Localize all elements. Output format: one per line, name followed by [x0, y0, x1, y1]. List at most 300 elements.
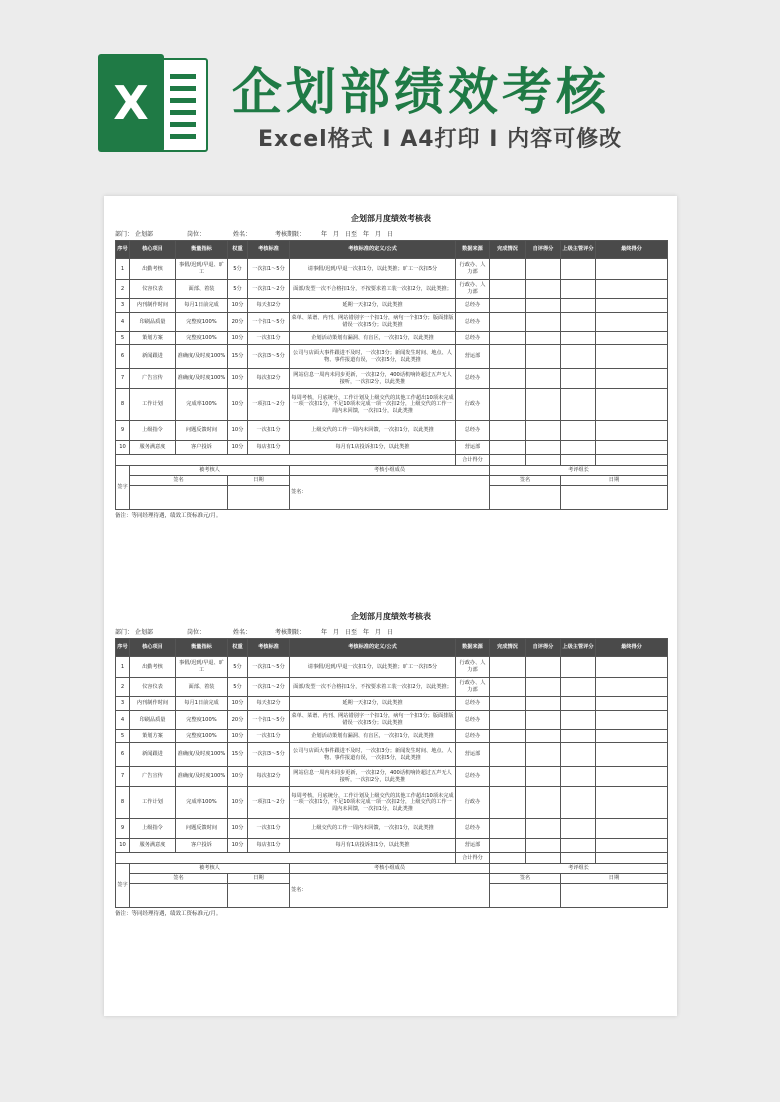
metric: 完整度100%: [176, 313, 228, 332]
column-header: 核心项目: [130, 241, 176, 259]
definition: 公司与店面大事件跟进不及时，一次扣3分；新闻发生时间、地点、人物、事件报道有误，一次扣5分，以此类推: [290, 345, 456, 369]
manager-score-cell[interactable]: [561, 839, 596, 853]
leader-date-field[interactable]: [561, 486, 668, 510]
final-score-cell[interactable]: [596, 280, 668, 299]
standard: 一次扣1分: [248, 730, 290, 743]
definition: 上级交代的工作一周内未回馈，一次扣1分，以此类推: [290, 421, 456, 441]
final-score-cell[interactable]: [596, 678, 668, 697]
self-score-cell[interactable]: [526, 787, 561, 819]
core-item: 广告宣传: [130, 369, 176, 389]
self-score-cell[interactable]: [526, 743, 561, 767]
dept-value: 企划部: [135, 231, 154, 238]
evaluation-sheet-1: [115, 211, 667, 522]
metric: 完成率100%: [176, 787, 228, 819]
weight: 10分: [228, 389, 248, 421]
definition: 每周考核，月底统分，工作计划及上级交代的其他工作超出10项未完成一项一次扣1分，不足10项未完成一项一次扣2分，上级交代的工作一周内未回馈，一次扣1分，以此类推: [290, 787, 456, 819]
manager-score-cell[interactable]: [561, 787, 596, 819]
leader-label: 考评组长: [490, 864, 668, 874]
total-cell[interactable]: [490, 455, 526, 466]
committee-sign-field[interactable]: 签名：: [290, 874, 490, 908]
data-source: 营运部: [456, 743, 490, 767]
manager-score-cell[interactable]: [561, 313, 596, 332]
final-score-cell[interactable]: [596, 767, 668, 787]
self-score-cell[interactable]: [526, 839, 561, 853]
manager-score-cell[interactable]: [561, 299, 596, 313]
data-source: 营运部: [456, 345, 490, 369]
final-score-cell[interactable]: [596, 421, 668, 441]
weight: 5分: [228, 657, 248, 678]
completion-cell[interactable]: [490, 697, 526, 711]
leader-date-field[interactable]: [561, 884, 668, 908]
column-header: 序号: [116, 241, 130, 259]
self-score-cell[interactable]: [526, 369, 561, 389]
manager-score-cell[interactable]: [561, 441, 596, 455]
metric: 完整度100%: [176, 332, 228, 345]
column-header: 数据来源: [456, 241, 490, 259]
completion-cell[interactable]: [490, 787, 526, 819]
row-number: 4: [116, 711, 130, 730]
self-score-cell[interactable]: [526, 389, 561, 421]
row-number: 2: [116, 678, 130, 697]
remark-note: 备注：等同经理待遇，绩效工资标准元/月。: [115, 911, 222, 917]
standard: 一次扣1～5分: [248, 259, 290, 280]
core-item: 策划方案: [130, 332, 176, 345]
data-source: 总经办: [456, 711, 490, 730]
self-score-cell[interactable]: [526, 345, 561, 369]
self-score-cell[interactable]: [526, 730, 561, 743]
definition: 企划活动策划有漏洞、有盲区，一次扣1分，以此类推: [290, 730, 456, 743]
self-score-cell[interactable]: [526, 678, 561, 697]
row-number: 8: [116, 389, 130, 421]
evaluation-sheet-2: [115, 609, 667, 920]
table-row: [116, 369, 668, 389]
self-score-cell[interactable]: [526, 819, 561, 839]
total-label: 合计得分: [456, 853, 490, 864]
table-row: [116, 657, 668, 678]
dept-label: 部门：: [115, 629, 134, 636]
table-row: [116, 697, 668, 711]
column-header: 衡量指标: [176, 639, 228, 657]
metric: 完成率100%: [176, 389, 228, 421]
data-source: 行政办: [456, 787, 490, 819]
excel-letter: X: [98, 54, 164, 152]
sign-subheader-row: [116, 874, 668, 884]
manager-score-cell[interactable]: [561, 697, 596, 711]
definition: 上级交代的工作一周内未回馈，一次扣1分，以此类推: [290, 819, 456, 839]
column-header: 上级主管评分: [561, 639, 596, 657]
table-row: [116, 313, 668, 332]
column-header: 最终得分: [596, 639, 668, 657]
standard: 一次扣1～2分: [248, 678, 290, 697]
evaluatee-date-field[interactable]: [228, 486, 290, 510]
manager-score-cell[interactable]: [561, 259, 596, 280]
final-score-cell[interactable]: [596, 299, 668, 313]
definition: 请事假/迟到/早退一次扣1分，以此类推；旷工一次扣5分: [290, 657, 456, 678]
weight: 10分: [228, 697, 248, 711]
final-score-cell[interactable]: [596, 697, 668, 711]
core-item: 仪容仪表: [130, 280, 176, 299]
manager-score-cell[interactable]: [561, 345, 596, 369]
core-item: 服务满意度: [130, 839, 176, 853]
row-number: 10: [116, 839, 130, 853]
table-row: [116, 421, 668, 441]
completion-cell[interactable]: [490, 839, 526, 853]
data-source: 行政办: [456, 389, 490, 421]
total-row: [116, 853, 668, 864]
row-number: 1: [116, 259, 130, 280]
weight: 10分: [228, 299, 248, 313]
committee-label: 考核小组成员: [290, 864, 490, 874]
evaluatee-date-label: 日期: [228, 874, 290, 884]
definition: 每周考核，月底统分，工作计划及上级交代的其他工作超出10项未完成一项一次扣1分，不足10项未完成一项一次扣2分，上级交代的工作一周内未回馈，一次扣1分，以此类推: [290, 389, 456, 421]
definition: 企划活动策划有漏洞、有盲区，一次扣1分，以此类推: [290, 332, 456, 345]
completion-cell[interactable]: [490, 743, 526, 767]
table-header-row: [116, 241, 668, 259]
evaluation-table: [115, 638, 668, 908]
standard: 一次扣1～2分: [248, 280, 290, 299]
total-cell[interactable]: [490, 853, 526, 864]
data-source: 总经办: [456, 730, 490, 743]
completion-cell[interactable]: [490, 332, 526, 345]
manager-score-cell[interactable]: [561, 678, 596, 697]
manager-score-cell[interactable]: [561, 767, 596, 787]
definition: 请事假/迟到/早退一次扣1分，以此类推；旷工一次扣5分: [290, 259, 456, 280]
sign-header-row: [116, 466, 668, 476]
completion-cell[interactable]: [490, 280, 526, 299]
weight: 5分: [228, 678, 248, 697]
data-source: 行政办、人力部: [456, 280, 490, 299]
table-row: [116, 711, 668, 730]
sign-subheader-row: [116, 476, 668, 486]
period-label: 考核期限：: [275, 231, 306, 238]
leader-date-label: 日期: [561, 874, 668, 884]
standard: 一次扣1～5分: [248, 657, 290, 678]
leader-sign-field[interactable]: [490, 486, 561, 510]
weight: 20分: [228, 313, 248, 332]
standard: 一个扣1～5分: [248, 711, 290, 730]
final-score-cell[interactable]: [596, 657, 668, 678]
evaluatee-sign-field[interactable]: [130, 486, 228, 510]
row-number: 2: [116, 280, 130, 299]
final-score-cell[interactable]: [596, 389, 668, 421]
self-score-cell[interactable]: [526, 697, 561, 711]
final-score-cell[interactable]: [596, 313, 668, 332]
weight: 15分: [228, 345, 248, 369]
table-row: [116, 280, 668, 299]
completion-cell[interactable]: [490, 421, 526, 441]
dept-label: 部门：: [115, 231, 134, 238]
row-number: 5: [116, 332, 130, 345]
column-header: 考核标准的定义/公式: [290, 241, 456, 259]
table-row: [116, 767, 668, 787]
name-label: 姓名：: [233, 231, 252, 238]
metric: 事假/迟到/早退、旷工: [176, 259, 228, 280]
period-label: 考核期限：: [275, 629, 306, 636]
weight: 15分: [228, 743, 248, 767]
standard: 每店扣1分: [248, 839, 290, 853]
final-score-cell[interactable]: [596, 743, 668, 767]
table-row: [116, 678, 668, 697]
metric: 面部、着装: [176, 678, 228, 697]
standard: 一次扣1分: [248, 421, 290, 441]
core-item: 出勤考核: [130, 657, 176, 678]
data-source: 营运部: [456, 441, 490, 455]
row-number: 9: [116, 421, 130, 441]
completion-cell[interactable]: [490, 259, 526, 280]
sheet-title: 企划部月度绩效考核表: [351, 214, 431, 223]
evaluatee-date-field[interactable]: [228, 884, 290, 908]
metric: 准确度/及时度100%: [176, 369, 228, 389]
final-score-cell[interactable]: [596, 345, 668, 369]
weight: 10分: [228, 730, 248, 743]
banner-subtitle: Excel格式 I A4打印 I 内容可修改: [258, 127, 623, 152]
self-score-cell[interactable]: [526, 657, 561, 678]
row-number: 3: [116, 697, 130, 711]
position-label: 岗位：: [187, 231, 206, 238]
completion-cell[interactable]: [490, 819, 526, 839]
row-number: 8: [116, 787, 130, 819]
metric: 事假/迟到/早退、旷工: [176, 657, 228, 678]
manager-score-cell[interactable]: [561, 280, 596, 299]
table-row: [116, 345, 668, 369]
row-number: 1: [116, 657, 130, 678]
core-item: 策划方案: [130, 730, 176, 743]
final-score-cell[interactable]: [596, 819, 668, 839]
completion-cell[interactable]: [490, 389, 526, 421]
final-score-cell[interactable]: [596, 441, 668, 455]
core-item: 仪容仪表: [130, 678, 176, 697]
standard: 每店扣1分: [248, 441, 290, 455]
committee-sign-field[interactable]: 签名：: [290, 476, 490, 510]
core-item: 出勤考核: [130, 259, 176, 280]
final-score-cell[interactable]: [596, 259, 668, 280]
row-number: 9: [116, 819, 130, 839]
standard: 一次扣3～5分: [248, 345, 290, 369]
row-number: 7: [116, 767, 130, 787]
data-source: 总经办: [456, 332, 490, 345]
core-item: 新闻跟进: [130, 743, 176, 767]
row-number: 7: [116, 369, 130, 389]
weight: 10分: [228, 767, 248, 787]
self-score-cell[interactable]: [526, 421, 561, 441]
manager-score-cell[interactable]: [561, 421, 596, 441]
completion-cell[interactable]: [490, 678, 526, 697]
definition: 延期一天扣2分，以此类推: [290, 697, 456, 711]
leader-label: 考评组长: [490, 466, 668, 476]
data-source: 总经办: [456, 767, 490, 787]
final-score-cell[interactable]: [596, 730, 668, 743]
data-source: 总经办: [456, 299, 490, 313]
definition: 每月有1店投诉扣1分，以此类推: [290, 839, 456, 853]
leader-sign-label: 签名: [490, 874, 561, 884]
metric: 客户投诉: [176, 441, 228, 455]
metric: 问题反馈时间: [176, 421, 228, 441]
metric: 完整度100%: [176, 730, 228, 743]
evaluatee-label: 被考核人: [130, 864, 290, 874]
standard: 一次扣3～5分: [248, 743, 290, 767]
completion-cell[interactable]: [490, 369, 526, 389]
column-header: 自评得分: [526, 241, 561, 259]
definition: 延期一天扣2分，以此类推: [290, 299, 456, 313]
table-row: [116, 389, 668, 421]
completion-cell[interactable]: [490, 767, 526, 787]
definition: 菜单、菜谱、内刊、网站错别字一个扣1分，病句一个扣3分；版面排版错误一次扣5分；以此类推: [290, 313, 456, 332]
column-header: 完成情况: [490, 241, 526, 259]
data-source: 行政办、人力部: [456, 678, 490, 697]
core-item: 内刊制作时间: [130, 697, 176, 711]
remark-note: 备注：等同经理待遇，绩效工资标准元/月。: [115, 513, 222, 519]
metric: 准确度/及时度100%: [176, 767, 228, 787]
leader-date-label: 日期: [561, 476, 668, 486]
final-score-cell[interactable]: [596, 369, 668, 389]
period-value: 年 月 日至 年 月 日: [321, 629, 394, 636]
self-score-cell[interactable]: [526, 441, 561, 455]
data-source: 总经办: [456, 421, 490, 441]
weight: 10分: [228, 421, 248, 441]
self-score-cell[interactable]: [526, 313, 561, 332]
sign-label: 签字: [116, 466, 130, 510]
evaluatee-date-label: 日期: [228, 476, 290, 486]
column-header: 序号: [116, 639, 130, 657]
data-source: 营运部: [456, 839, 490, 853]
definition: 面部/发型一次不合格扣1分，不按要求着工装一次扣2分，以此类推；: [290, 280, 456, 299]
standard: 一项扣1～2分: [248, 389, 290, 421]
column-header: 核心项目: [130, 639, 176, 657]
committee-label: 考核小组成员: [290, 466, 490, 476]
weight: 5分: [228, 259, 248, 280]
completion-cell[interactable]: [490, 711, 526, 730]
metric: 问题反馈时间: [176, 819, 228, 839]
table-row: [116, 787, 668, 819]
manager-score-cell[interactable]: [561, 711, 596, 730]
self-score-cell[interactable]: [526, 259, 561, 280]
weight: 20分: [228, 711, 248, 730]
manager-score-cell[interactable]: [561, 657, 596, 678]
weight: 10分: [228, 839, 248, 853]
weight: 10分: [228, 819, 248, 839]
standard: 每次扣2分: [248, 369, 290, 389]
column-header: 考核标准: [248, 241, 290, 259]
final-score-cell[interactable]: [596, 787, 668, 819]
core-item: 服务满意度: [130, 441, 176, 455]
completion-cell[interactable]: [490, 313, 526, 332]
data-source: 行政办、人力部: [456, 657, 490, 678]
completion-cell[interactable]: [490, 657, 526, 678]
definition: 网站信息一周内未同步更新，一次扣2分，400话机响铃超过五声无人接听，一次扣2分，以此类推: [290, 767, 456, 787]
row-number: 5: [116, 730, 130, 743]
core-item: 印刷品质量: [130, 711, 176, 730]
completion-cell[interactable]: [490, 730, 526, 743]
column-header: 考核标准的定义/公式: [290, 639, 456, 657]
row-number: 6: [116, 345, 130, 369]
final-score-cell[interactable]: [596, 711, 668, 730]
column-header: 数据来源: [456, 639, 490, 657]
core-item: 新闻跟进: [130, 345, 176, 369]
column-header: 权重: [228, 639, 248, 657]
self-score-cell[interactable]: [526, 299, 561, 313]
column-header: 权重: [228, 241, 248, 259]
position-label: 岗位：: [187, 629, 206, 636]
definition: 每月有1店投诉扣1分，以此类推: [290, 441, 456, 455]
manager-score-cell[interactable]: [561, 332, 596, 345]
row-number: 6: [116, 743, 130, 767]
final-score-cell[interactable]: [596, 332, 668, 345]
manager-score-cell[interactable]: [561, 389, 596, 421]
metric: 准确度/及时度100%: [176, 743, 228, 767]
self-score-cell[interactable]: [526, 332, 561, 345]
completion-cell[interactable]: [490, 441, 526, 455]
metric: 完整度100%: [176, 711, 228, 730]
table-row: [116, 441, 668, 455]
standard: 一项扣1～2分: [248, 787, 290, 819]
standard: 一次扣1分: [248, 332, 290, 345]
table-row: [116, 299, 668, 313]
metric: 面部、着装: [176, 280, 228, 299]
metric: 客户投诉: [176, 839, 228, 853]
manager-score-cell[interactable]: [561, 743, 596, 767]
banner-title: 企划部绩效考核: [232, 63, 610, 121]
row-number: 10: [116, 441, 130, 455]
completion-cell[interactable]: [490, 299, 526, 313]
dept-value: 企划部: [135, 629, 154, 636]
evaluatee-sign-label: 签名: [130, 476, 228, 486]
total-label: 合计得分: [456, 455, 490, 466]
metric: 每月1日前完成: [176, 697, 228, 711]
manager-score-cell[interactable]: [561, 730, 596, 743]
row-number: 3: [116, 299, 130, 313]
standard: 每天扣2分: [248, 299, 290, 313]
standard: 一个扣1～5分: [248, 313, 290, 332]
core-item: 上级指令: [130, 819, 176, 839]
weight: 10分: [228, 441, 248, 455]
standard: 一次扣1分: [248, 819, 290, 839]
self-score-cell[interactable]: [526, 767, 561, 787]
self-score-cell[interactable]: [526, 711, 561, 730]
meta-row: [115, 229, 667, 240]
column-header: 上级主管评分: [561, 241, 596, 259]
core-item: 工作计划: [130, 787, 176, 819]
column-header: 自评得分: [526, 639, 561, 657]
standard: 每次扣2分: [248, 767, 290, 787]
manager-score-cell[interactable]: [561, 819, 596, 839]
table-row: [116, 332, 668, 345]
leader-sign-field[interactable]: [490, 884, 561, 908]
column-header: 完成情况: [490, 639, 526, 657]
weight: 10分: [228, 332, 248, 345]
definition: 面部/发型一次不合格扣1分，不按要求着工装一次扣2分，以此类推；: [290, 678, 456, 697]
core-item: 上级指令: [130, 421, 176, 441]
period-value: 年 月 日至 年 月 日: [321, 231, 394, 238]
evaluatee-label: 被考核人: [130, 466, 290, 476]
evaluatee-sign-label: 签名: [130, 874, 228, 884]
final-score-cell[interactable]: [596, 839, 668, 853]
weight: 5分: [228, 280, 248, 299]
document-page: [104, 196, 677, 1016]
core-item: 印刷品质量: [130, 313, 176, 332]
leader-sign-label: 签名: [490, 476, 561, 486]
definition: 网站信息一周内未同步更新，一次扣2分，400话机响铃超过五声无人接听，一次扣2分，以此类推: [290, 369, 456, 389]
table-row: [116, 730, 668, 743]
core-item: 工作计划: [130, 389, 176, 421]
evaluatee-sign-field[interactable]: [130, 884, 228, 908]
self-score-cell[interactable]: [526, 280, 561, 299]
sign-header-row: [116, 864, 668, 874]
data-source: 总经办: [456, 697, 490, 711]
weight: 10分: [228, 787, 248, 819]
evaluation-table: [115, 240, 668, 510]
completion-cell[interactable]: [490, 345, 526, 369]
manager-score-cell[interactable]: [561, 369, 596, 389]
